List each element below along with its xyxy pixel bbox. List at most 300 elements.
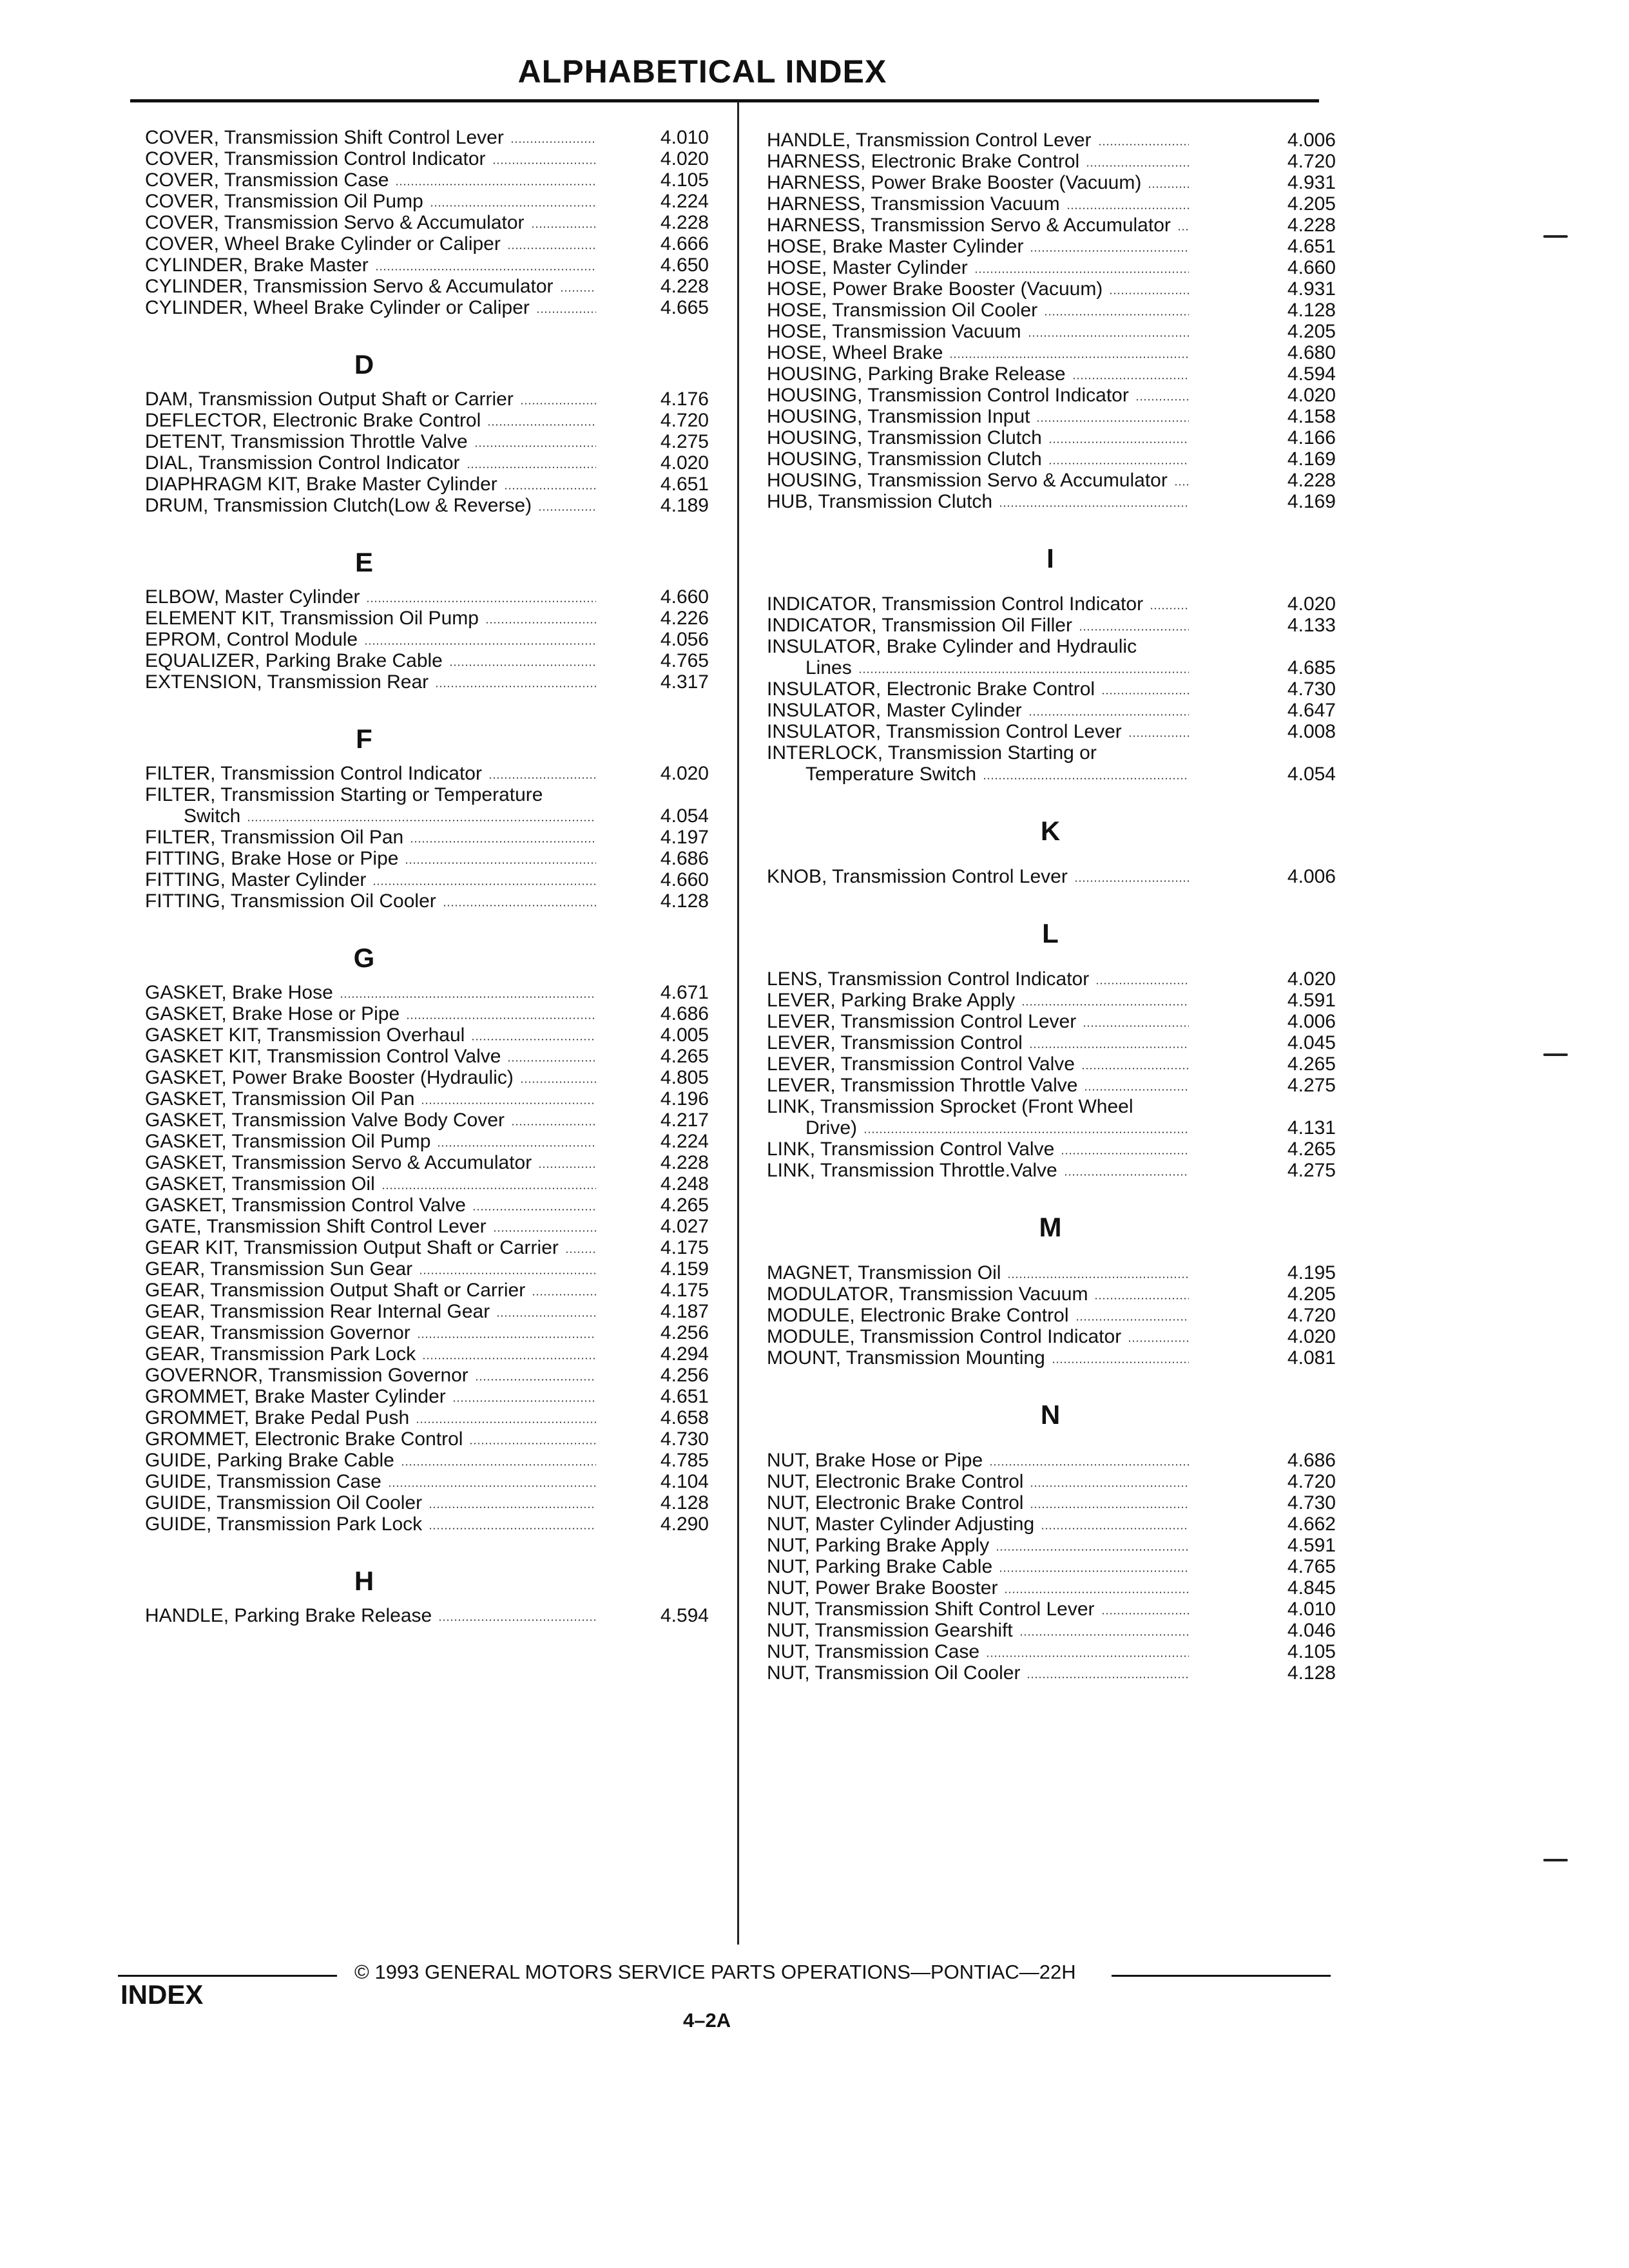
index-section [751, 130, 1350, 512]
dot-leader [1048, 441, 1189, 443]
entry-page-number: 4.105 [1287, 1641, 1336, 1662]
entry-term: NUT, Transmission Shift Control Lever [767, 1599, 1095, 1620]
index-entry [129, 1514, 728, 1535]
dot-leader [507, 247, 596, 249]
margin-mark [1543, 235, 1568, 238]
index-entry [129, 1110, 728, 1131]
entry-term: HOUSING, Transmission Control Indicator [767, 385, 1129, 406]
index-section [129, 1535, 728, 1626]
index-entry [751, 470, 1350, 491]
margin-mark [1543, 1859, 1568, 1861]
entry-term: COVER, Wheel Brake Cylinder or Caliper [145, 233, 501, 255]
index-entry [751, 1283, 1350, 1305]
entry-term: NUT, Brake Hose or Pipe [767, 1450, 983, 1471]
entry-page-number: 4.720 [1287, 1305, 1336, 1326]
section-letter: L [1042, 918, 1059, 948]
dot-leader [1030, 1506, 1189, 1508]
index-entry [751, 172, 1350, 193]
index-entry [751, 151, 1350, 172]
index-entry [751, 990, 1350, 1011]
entry-page-number: 4.020 [660, 763, 709, 784]
index-entry [129, 1003, 728, 1024]
entry-term: FILTER, Transmission Oil Pan [145, 827, 404, 848]
page-title: ALPHABETICAL INDEX [517, 53, 887, 90]
entry-term: INSULATOR, Electronic Brake Control [767, 678, 1095, 700]
entry-page-number: 4.205 [1287, 321, 1336, 342]
entry-term: GEAR, Transmission Rear Internal Gear [145, 1301, 490, 1322]
entry-term: INDICATOR, Transmission Oil Filler [767, 615, 1072, 636]
dot-leader [437, 1145, 596, 1147]
entry-term: GEAR, Transmission Sun Gear [145, 1258, 413, 1280]
entry-page-number: 4.131 [1287, 1117, 1336, 1139]
dot-leader [340, 996, 596, 998]
entry-page-number: 4.265 [1287, 1053, 1336, 1075]
dot-leader [565, 1251, 596, 1253]
entry-page-number: 4.651 [660, 1386, 709, 1407]
index-entry [129, 495, 728, 516]
entry-term: COVER, Transmission Servo & Accumulator [145, 212, 525, 233]
entry-page-number: 4.006 [1287, 866, 1336, 887]
index-entry [129, 233, 728, 255]
index-section [129, 693, 728, 912]
dot-leader [531, 226, 596, 228]
index-entry [751, 321, 1350, 342]
entry-page-number: 4.128 [660, 1492, 709, 1514]
index-section [129, 127, 728, 318]
dot-leader [247, 820, 596, 822]
dot-leader [421, 1102, 596, 1104]
index-entry [751, 1577, 1350, 1599]
index-entry [129, 1152, 728, 1173]
entry-term: GEAR KIT, Transmission Output Shaft or Carrier [145, 1237, 559, 1258]
entry-page-number: 4.189 [660, 495, 709, 516]
entry-term: GASKET, Transmission Oil Pan [145, 1088, 415, 1110]
dot-leader [1083, 1025, 1189, 1027]
entry-term: MODULE, Electronic Brake Control [767, 1305, 1069, 1326]
entry-page-number: 4.128 [1287, 300, 1336, 321]
entry-page-number: 4.785 [660, 1450, 709, 1471]
index-entry [751, 385, 1350, 406]
entry-term: COVER, Transmission Control Indicator [145, 148, 486, 169]
index-entry [751, 678, 1350, 700]
entry-page-number: 4.730 [1287, 678, 1336, 700]
dot-leader [1084, 1089, 1189, 1091]
index-entry [751, 1514, 1350, 1535]
dot-leader [1004, 1591, 1189, 1593]
section-letter: N [1040, 1399, 1061, 1430]
dot-leader [1021, 1004, 1189, 1006]
entry-term: EQUALIZER, Parking Brake Cable [145, 650, 443, 671]
footer-rule-left [118, 1975, 337, 1977]
index-entry [751, 1139, 1350, 1160]
entry-term: LINK, Transmission Throttle.Valve [767, 1160, 1057, 1181]
entry-term: HARNESS, Transmission Vacuum [767, 193, 1060, 215]
entry-term: EPROM, Control Module [145, 629, 358, 650]
entry-page-number: 4.027 [660, 1216, 709, 1237]
index-entry [751, 700, 1350, 721]
dot-leader [536, 311, 596, 313]
index-entry [129, 982, 728, 1003]
entry-page-number: 4.671 [660, 982, 709, 1003]
entry-term: DETENT, Transmission Throttle Valve [145, 431, 468, 452]
index-entry [129, 890, 728, 912]
entry-term: LINK, Transmission Control Valve [767, 1139, 1055, 1160]
dot-leader [467, 466, 596, 468]
dot-leader [405, 862, 596, 864]
entry-page-number: 4.275 [660, 431, 709, 452]
entry-page-number: 4.205 [1287, 193, 1336, 215]
entry-page-number: 4.128 [1287, 1662, 1336, 1684]
entry-page-number: 4.104 [660, 1471, 709, 1492]
dot-leader [475, 1379, 596, 1381]
entry-page-number: 4.845 [1287, 1577, 1336, 1599]
index-entry [129, 1280, 728, 1301]
entry-page-number: 4.228 [660, 1152, 709, 1173]
entry-page-number: 4.205 [1287, 1283, 1336, 1305]
entry-page-number: 4.228 [1287, 215, 1336, 236]
dot-leader [429, 1528, 596, 1530]
entry-page-number: 4.591 [1287, 1535, 1336, 1556]
index-entry [129, 1258, 728, 1280]
entry-term: DAM, Transmission Output Shaft or Carrier [145, 389, 514, 410]
dot-leader [493, 1230, 596, 1232]
dot-leader [949, 356, 1189, 358]
entry-term: COVER, Transmission Oil Pump [145, 191, 423, 212]
entry-term: LEVER, Transmission Throttle Valve [767, 1075, 1078, 1096]
index-entry-continuation [751, 1117, 1350, 1139]
dot-leader [511, 1124, 596, 1126]
dot-leader [1174, 484, 1189, 486]
entry-page-number: 4.020 [1287, 1326, 1336, 1347]
index-entry [751, 1471, 1350, 1492]
index-entry [129, 1024, 728, 1046]
entry-term: GASKET, Transmission Control Valve [145, 1195, 466, 1216]
index-section [751, 1181, 1350, 1369]
index-entry [751, 1662, 1350, 1684]
index-entry [751, 866, 1350, 887]
entry-page-number: 4.765 [660, 650, 709, 671]
entry-term: INDICATOR, Transmission Control Indicator [767, 593, 1144, 615]
entry-page-number: 4.931 [1287, 172, 1336, 193]
entry-page-number: 4.594 [1287, 363, 1336, 385]
entry-term: COVER, Transmission Shift Control Lever [145, 127, 504, 148]
entry-page-number: 4.010 [660, 127, 709, 148]
index-entry [129, 191, 728, 212]
entry-page-number: 4.020 [1287, 385, 1336, 406]
entry-page-number: 4.010 [1287, 1599, 1336, 1620]
dot-leader [406, 1017, 596, 1019]
entry-page-number: 4.133 [1287, 615, 1336, 636]
entry-page-number: 4.730 [660, 1428, 709, 1450]
index-entry [751, 215, 1350, 236]
entry-page-number: 4.020 [1287, 968, 1336, 990]
dot-leader [474, 445, 596, 447]
index-entry-continuation [751, 657, 1350, 678]
dot-leader [1028, 335, 1189, 337]
index-entry [751, 615, 1350, 636]
index-entry [129, 255, 728, 276]
dot-leader [1030, 250, 1189, 252]
index-entry [751, 342, 1350, 363]
entry-page-number: 4.020 [660, 452, 709, 474]
entry-page-number: 4.720 [1287, 151, 1336, 172]
dot-leader [492, 162, 596, 164]
entry-term: GASKET, Transmission Oil Pump [145, 1131, 431, 1152]
index-entry [751, 1599, 1350, 1620]
index-section [129, 912, 728, 1535]
entry-term: NUT, Electronic Brake Control [767, 1471, 1024, 1492]
entry-page-number: 4.651 [1287, 236, 1336, 257]
index-entry [129, 784, 728, 805]
index-entry [751, 1492, 1350, 1514]
entry-term: GASKET, Brake Hose or Pipe [145, 1003, 400, 1024]
entry-page-number: 4.290 [660, 1514, 709, 1535]
entry-term-continuation: Switch [184, 805, 241, 827]
index-entry [129, 1386, 728, 1407]
index-section [751, 887, 1350, 1181]
entry-page-number: 4.294 [660, 1343, 709, 1365]
dot-leader [429, 1506, 596, 1508]
index-entry [129, 1131, 728, 1152]
entry-page-number: 4.224 [660, 191, 709, 212]
index-entry [129, 827, 728, 848]
dot-leader [1079, 629, 1189, 631]
dot-leader [986, 1655, 1189, 1657]
entry-page-number: 4.020 [660, 148, 709, 169]
index-entry [751, 742, 1350, 764]
entry-term: CYLINDER, Transmission Servo & Accumulator [145, 276, 554, 297]
index-entry [129, 1322, 728, 1343]
index-entry [129, 1450, 728, 1471]
entry-term: FITTING, Master Cylinder [145, 869, 367, 890]
index-entry [129, 1067, 728, 1088]
entry-page-number: 4.169 [1287, 491, 1336, 512]
index-entry [751, 1075, 1350, 1096]
index-entry [751, 1620, 1350, 1641]
entry-page-number: 4.006 [1287, 130, 1336, 151]
index-entry [751, 300, 1350, 321]
dot-leader [1128, 735, 1189, 737]
entry-term: KNOB, Transmission Control Lever [767, 866, 1068, 887]
entry-page-number: 4.006 [1287, 1011, 1336, 1032]
dot-leader [364, 643, 596, 645]
entry-page-number: 4.217 [660, 1110, 709, 1131]
entry-page-number: 4.275 [1287, 1075, 1336, 1096]
dot-leader [1061, 1153, 1189, 1155]
dot-leader [520, 403, 596, 405]
entry-term: HOSE, Brake Master Cylinder [767, 236, 1024, 257]
entry-page-number: 4.054 [1287, 764, 1336, 785]
index-column-right [751, 130, 1350, 1684]
entry-term: HARNESS, Transmission Servo & Accumulator [767, 215, 1171, 236]
dot-leader [443, 905, 596, 907]
index-entry [751, 1641, 1350, 1662]
entry-term: INTERLOCK, Transmission Starting or [767, 742, 1097, 764]
entry-term: HANDLE, Transmission Control Lever [767, 130, 1092, 151]
entry-term: HOUSING, Transmission Clutch [767, 448, 1042, 470]
entry-term: LEVER, Transmission Control [767, 1032, 1023, 1053]
dot-leader [1128, 1340, 1189, 1342]
entry-page-number: 4.008 [1287, 721, 1336, 742]
entry-page-number: 4.660 [660, 869, 709, 890]
index-entry-continuation [751, 764, 1350, 785]
entry-term: LEVER, Parking Brake Apply [767, 990, 1016, 1011]
entry-page-number: 4.680 [1287, 342, 1336, 363]
index-entry [129, 452, 728, 474]
dot-leader [999, 1570, 1189, 1572]
index-entry [129, 1492, 728, 1514]
entry-page-number: 4.686 [660, 848, 709, 869]
entry-term-continuation: Drive) [805, 1117, 857, 1139]
index-entry [751, 721, 1350, 742]
entry-term: GEAR, Transmission Output Shaft or Carrier [145, 1280, 526, 1301]
entry-term: HOUSING, Transmission Input [767, 406, 1030, 427]
index-entry [751, 1053, 1350, 1075]
index-entry [129, 1471, 728, 1492]
entry-term: FILTER, Transmission Starting or Temperature [145, 784, 543, 805]
dot-leader [496, 1315, 596, 1317]
entry-page-number: 4.005 [660, 1024, 709, 1046]
entry-page-number: 4.265 [660, 1046, 709, 1067]
dot-leader [1095, 983, 1189, 985]
dot-leader [395, 184, 596, 186]
dot-leader [469, 1443, 596, 1445]
entry-page-number: 4.195 [1287, 1262, 1336, 1283]
entry-page-number: 4.665 [660, 297, 709, 318]
index-entry [129, 650, 728, 671]
entry-term: INSULATOR, Brake Cylinder and Hydraulic [767, 636, 1137, 657]
index-entry [129, 127, 728, 148]
section-letter: H [354, 1566, 374, 1596]
dot-leader [381, 1187, 596, 1189]
index-entry [129, 276, 728, 297]
index-entry [129, 148, 728, 169]
dot-leader [410, 841, 596, 843]
index-entry [129, 431, 728, 452]
index-entry [751, 1262, 1350, 1283]
entry-term: GEAR, Transmission Governor [145, 1322, 410, 1343]
dot-leader [504, 488, 596, 490]
dot-leader [1101, 693, 1189, 695]
entry-page-number: 4.650 [660, 255, 709, 276]
dot-leader [863, 1131, 1189, 1133]
dot-leader [1135, 399, 1189, 401]
dot-leader [974, 271, 1189, 273]
dot-leader [996, 1549, 1189, 1551]
index-section [751, 1369, 1350, 1684]
entry-term: MAGNET, Transmission Oil [767, 1262, 1001, 1283]
index-entry [129, 389, 728, 410]
entry-term: HOUSING, Transmission Servo & Accumulator [767, 470, 1168, 491]
entry-page-number: 4.056 [660, 629, 709, 650]
dot-leader [1075, 1319, 1190, 1321]
entry-page-number: 4.187 [660, 1301, 709, 1322]
entry-term: LENS, Transmission Control Indicator [767, 968, 1090, 990]
dot-leader [538, 1166, 596, 1168]
index-entry [751, 1160, 1350, 1181]
entry-page-number: 4.196 [660, 1088, 709, 1110]
dot-leader [430, 205, 596, 207]
dot-leader [1148, 186, 1189, 188]
index-entry [129, 212, 728, 233]
entry-term: GASKET, Brake Hose [145, 982, 333, 1003]
entry-page-number: 4.685 [1287, 657, 1336, 678]
entry-page-number: 4.647 [1287, 700, 1336, 721]
entry-term: NUT, Parking Brake Cable [767, 1556, 993, 1577]
index-entry [751, 1011, 1350, 1032]
dot-leader [1052, 1361, 1189, 1363]
dot-leader [422, 1358, 596, 1360]
dot-leader [375, 269, 596, 271]
margin-mark [1543, 1053, 1568, 1056]
entry-page-number: 4.662 [1287, 1514, 1336, 1535]
entry-term: INSULATOR, Transmission Control Lever [767, 721, 1122, 742]
index-entry [751, 1326, 1350, 1347]
dot-leader [452, 1400, 596, 1402]
entry-term: GROMMET, Brake Pedal Push [145, 1407, 410, 1428]
entry-term: LEVER, Transmission Control Lever [767, 1011, 1077, 1032]
entry-page-number: 4.591 [1287, 990, 1336, 1011]
index-entry [751, 448, 1350, 470]
dot-leader [1081, 1068, 1189, 1070]
dot-leader [1036, 420, 1189, 422]
entry-term: NUT, Transmission Gearshift [767, 1620, 1013, 1641]
index-entry [129, 169, 728, 191]
entry-term: DEFLECTOR, Electronic Brake Control [145, 410, 481, 431]
index-entry [751, 1347, 1350, 1369]
index-entry [129, 1343, 728, 1365]
index-entry [129, 474, 728, 495]
entry-term: GATE, Transmission Shift Control Lever [145, 1216, 487, 1237]
dot-leader [488, 777, 596, 779]
index-entry [129, 1605, 728, 1626]
index-entry [751, 278, 1350, 300]
dot-leader [858, 671, 1189, 673]
index-entry [751, 1535, 1350, 1556]
entry-term: ELBOW, Master Cylinder [145, 586, 360, 608]
dot-leader [1098, 144, 1189, 146]
entry-page-number: 4.159 [660, 1258, 709, 1280]
column-divider [737, 102, 739, 1945]
dot-leader [1019, 1634, 1189, 1636]
entry-page-number: 4.226 [660, 608, 709, 629]
entry-term: GASKET, Transmission Valve Body Cover [145, 1110, 505, 1131]
dot-leader [1177, 229, 1189, 231]
index-entry [751, 636, 1350, 657]
index-entry [129, 1088, 728, 1110]
entry-page-number: 4.686 [660, 1003, 709, 1024]
entry-page-number: 4.175 [660, 1237, 709, 1258]
section-letter: K [1040, 816, 1061, 846]
dot-leader [471, 1039, 596, 1041]
entry-term: NUT, Power Brake Booster [767, 1577, 998, 1599]
dot-leader [1041, 1528, 1189, 1530]
index-entry [751, 968, 1350, 990]
entry-term: EXTENSION, Transmission Rear [145, 671, 429, 693]
entry-page-number: 4.651 [660, 474, 709, 495]
index-entry [129, 869, 728, 890]
entry-page-number: 4.175 [660, 1280, 709, 1301]
index-entry [751, 1450, 1350, 1471]
entry-page-number: 4.228 [1287, 470, 1336, 491]
entry-page-number: 4.658 [660, 1407, 709, 1428]
entry-page-number: 4.275 [1287, 1160, 1336, 1181]
entry-term: HOSE, Transmission Oil Cooler [767, 300, 1038, 321]
entry-term: LINK, Transmission Sprocket (Front Wheel [767, 1096, 1133, 1117]
entry-term: MODULATOR, Transmission Vacuum [767, 1283, 1088, 1305]
entry-term: HOUSING, Transmission Clutch [767, 427, 1042, 448]
entry-term: CYLINDER, Wheel Brake Cylinder or Caliper [145, 297, 530, 318]
